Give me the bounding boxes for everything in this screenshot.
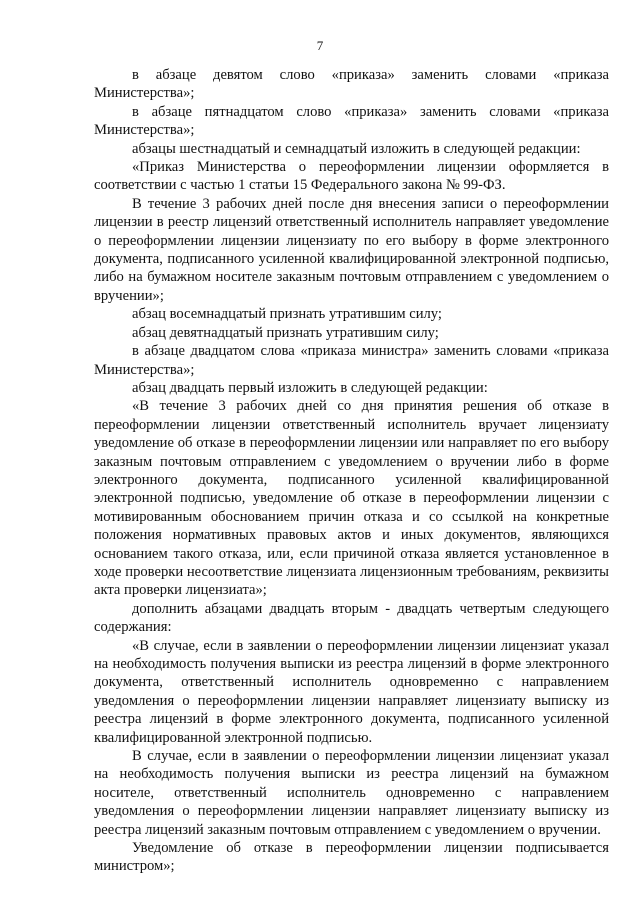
- paragraph-9: абзац двадцать первый изложить в следующей редакции:: [132, 379, 488, 396]
- paragraph-8: в абзаце двадцатом слова «приказа министра» заменить словами «приказа Министерства»;: [94, 343, 609, 378]
- paragraph-3: абзацы шестнадцатый и семнадцатый изложить в следующей редакции:: [132, 140, 581, 157]
- paragraph-12: «В случае, если в заявлении о переоформлении лицензии лицензиат указал на необходимость получения выписки из реестра лицензий в форме электронного документа, ответственный исполнитель одновременно с направлением уведомления о переоформлении лицензии направляет лицензиату выписку из реестра лицензий в форме электронного документа, подписанного усиленной квалифицированной электронной подписью.: [94, 637, 609, 746]
- paragraph-13: В случае, если в заявлении о переоформлении лицензии лицензиат указал на необходимость получения выписки из реестра лицензий на бумажном носителе, ответственный исполнитель одновременно с направлением уведомления о переоформлении лицензии направляет лицензиату выписку из реестра лицензий заказным почтовым отправлением с уведомлением о вручении.: [94, 748, 609, 838]
- paragraph-1: в абзаце девятом слово «приказа» заменить словами «приказа Министерства»;: [94, 67, 609, 102]
- paragraph-10: «В течение 3 рабочих дней со дня принятия решения об отказе в переоформлении лицензии ответственный исполнитель вручает лицензиату уведомление об отказе в переоформлении лицензии или направляет по его выбору заказным почтовым отправлением с уведомлением о вручении либо в форме электронного документа, подписанного усиленной квалифицированной электронной подписью, уведомление об отказе в переоформлении лицензии с мотивированным обоснованием причин отказа и со ссылкой на конкретные положения нормативных правовых актов и иных документов, являющихся основанием такого отказа, или, если причиной отказа является установленное в ходе проверки несоответствие лицензиата лицензионным требованиям, реквизиты акта проверки лицензиата»;: [94, 398, 609, 599]
- paragraph-5: В течение 3 рабочих дней после дня внесения записи о переоформлении лицензии в реестр лицензий ответственный исполнитель направляет уведомление о переоформлении лицензии лицензиату по его выбору в форме электронного документа, подписанного усиленной квалифицированной электронной подписью, либо на бумажном носителе заказным почтовым отправлением с уведомлением о вручении»;: [94, 195, 609, 304]
- paragraph-6: абзац восемнадцатый признать утратившим силу;: [132, 306, 442, 323]
- paragraph-14: Уведомление об отказе в переоформлении лицензии подписывается министром»;: [94, 840, 609, 875]
- page-number: 7: [316, 38, 324, 53]
- paragraph-4: «Приказ Министерства о переоформлении лицензии оформляется в соответствии с частью 1 статьи 15 Федерального закона № 99-ФЗ.: [94, 159, 609, 194]
- paragraph-11: дополнить абзацами двадцать вторым - двадцать четвертым следующего содержания:: [94, 600, 609, 636]
- paragraph-7: абзац девятнадцатый признать утратившим силу;: [132, 324, 439, 341]
- document-body: [94, 66, 609, 876]
- paragraph-2: в абзаце пятнадцатом слово «приказа» заменить словами «приказа Министерства»;: [94, 103, 609, 139]
